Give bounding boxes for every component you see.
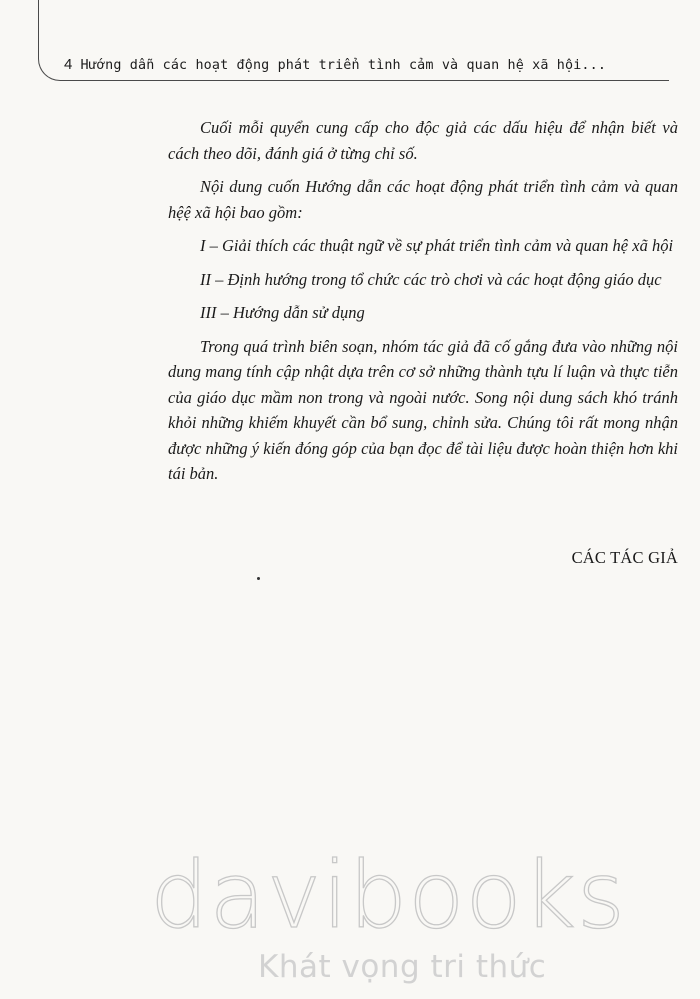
page-number: 4 [64,56,73,73]
watermark-brand: davibooks [150,842,626,949]
list-item-2: II – Định hướng trong tổ chức các trò chơi và các hoạt động giáo dục [200,269,662,289]
list-item-3: III – Hướng dẫn sử dụng [200,303,365,322]
watermark-tagline: Khát vọng tri thức [258,949,547,985]
print-speck [257,577,260,580]
body-text [168,115,678,495]
list-item-1: I – Giải thích các thuật ngữ về sự phát triển tình cảm và quan hệ xã hội [200,236,674,255]
authors-signature: CÁC TÁC GIẢ [571,548,678,567]
running-header [64,56,664,73]
paragraph-contents: Nội dung cuốn Hướng dẫn các hoạt động phát triển tình cảm và quan hệệ xã hội bao gồm: [168,177,678,222]
paragraph-closing: Trong quá trình biên soạn, nhóm tác giả đã cố gắng đưa vào những nội dung mang tính cập nhật dựa trên cơ sở những thành tựu lí luận và thực tiễn của giáo dục mầm non trong và ngoài nước. Song nội dung sách khó tránh khỏi những khiếm khuyết cần bổ sung, chỉnh sửa. Chúng tôi rất mong nhận được những ý kiến đóng góp của bạn đọc để tài liệu được hoàn thiện hơn khi tái bản. [168,336,678,483]
paragraph-intro: Cuối mỗi quyển cung cấp cho độc giả các dấu hiệu để nhận biết và cách theo dõi, đánh giá ở từng chỉ số. [168,118,678,163]
running-title: Hướng dẫn các hoạt động phát triển tình cảm và quan hệ xã hội... [80,58,607,73]
